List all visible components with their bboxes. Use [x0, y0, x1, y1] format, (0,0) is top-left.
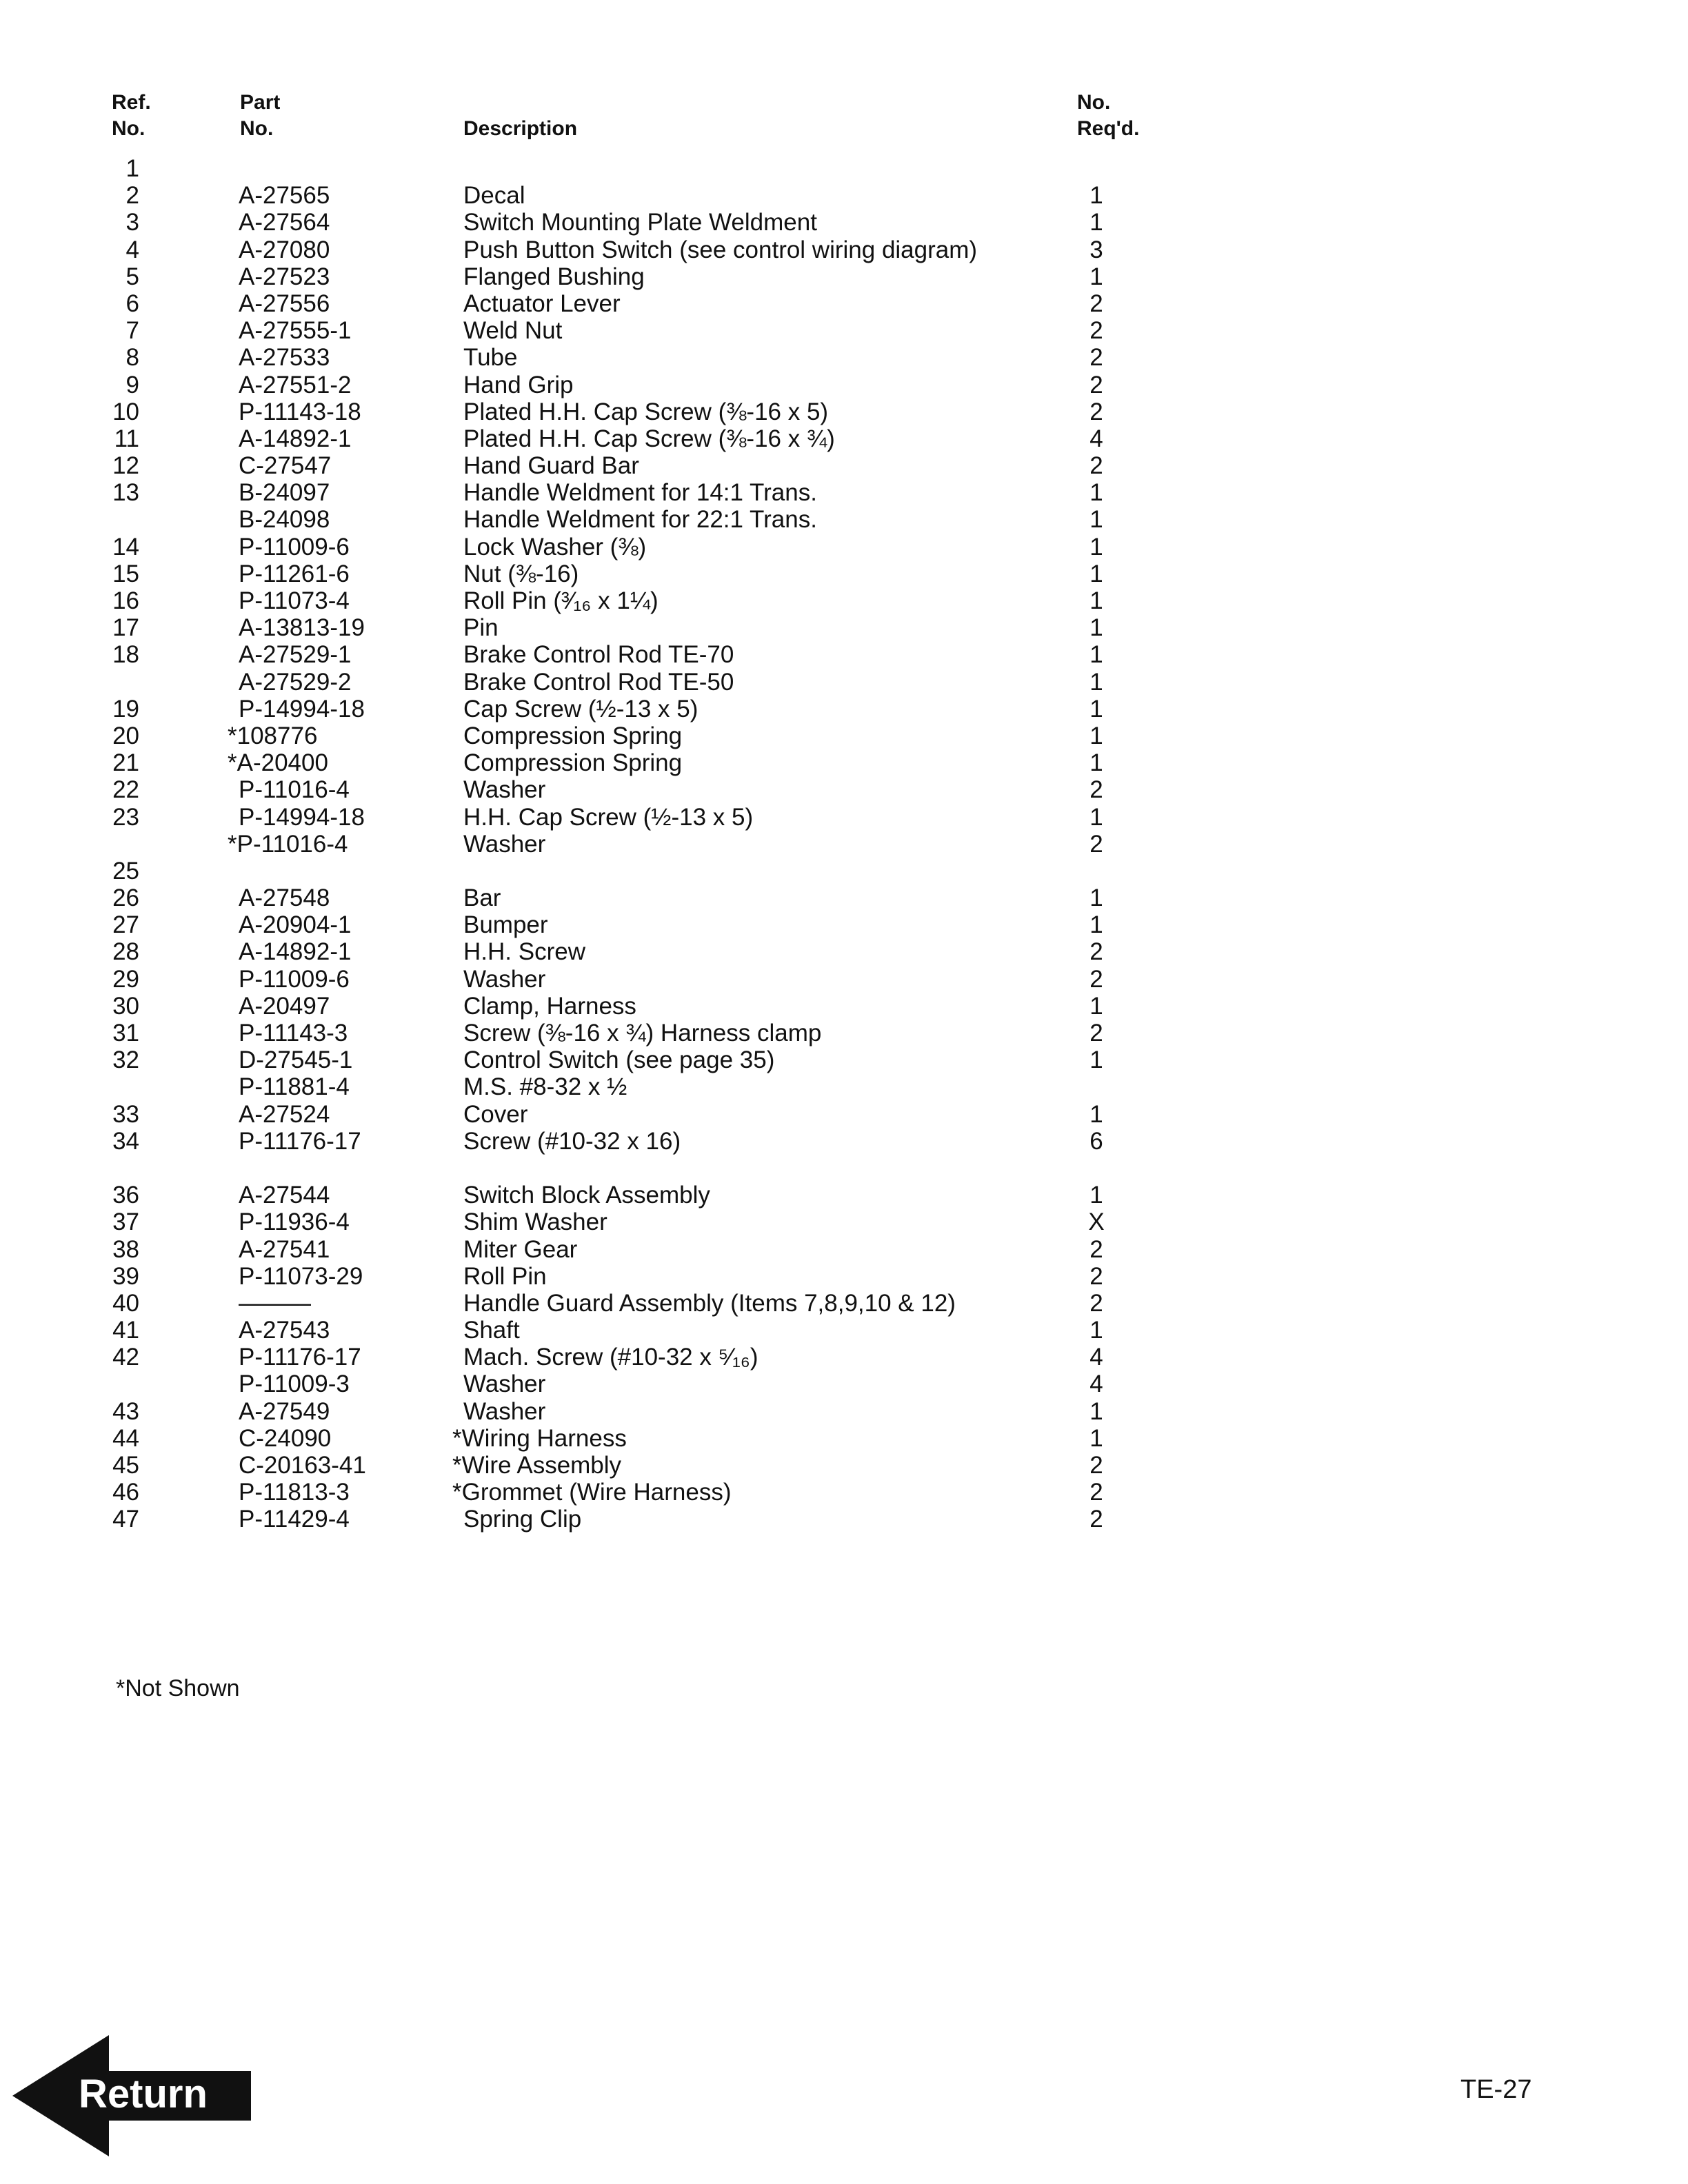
- cell-desc: Pin: [463, 614, 499, 642]
- table-row: [0, 1398, 1688, 1425]
- cell-part: A-27555-1: [239, 317, 352, 345]
- cell-qty: 2: [1089, 776, 1103, 804]
- table-row: [0, 398, 1688, 425]
- table-row: [0, 1128, 1688, 1155]
- cell-desc: Mach. Screw (#10-32 x ⁵⁄₁₆): [463, 1344, 758, 1371]
- header-qty-required: [1077, 90, 1139, 142]
- cell-qty: 1: [1089, 749, 1103, 777]
- cell-part: P-11176-17: [239, 1127, 361, 1155]
- cell-part: A-14892-1: [239, 425, 352, 452]
- cell-part: D-27545-1: [239, 1046, 353, 1074]
- cell-ref: 37: [112, 1209, 139, 1236]
- cell-qty: 1: [1089, 614, 1103, 642]
- cell-part: A-14892-1: [239, 938, 352, 966]
- table-row: [0, 966, 1688, 993]
- cell-part: A-27080: [239, 236, 330, 263]
- cell-part: B-24097: [239, 479, 330, 507]
- cell-part: B-24098: [239, 506, 330, 534]
- cell-qty: 2: [1089, 965, 1103, 993]
- table-row: [0, 506, 1688, 533]
- cell-desc: Control Switch (see page 35): [463, 1046, 775, 1074]
- table-row: [0, 1073, 1688, 1100]
- cell-part: P-11261-6: [239, 560, 350, 587]
- cell-part: P-11009-6: [239, 533, 350, 560]
- table-row: [0, 344, 1688, 371]
- cell-ref: 42: [112, 1344, 139, 1371]
- header-part-no: [240, 90, 280, 142]
- cell-ref: 12: [112, 452, 139, 480]
- cell-part: P-11016-4: [239, 776, 350, 804]
- cell-desc: *Wiring Harness: [452, 1424, 627, 1452]
- cell-part: A-13813-19: [239, 614, 365, 642]
- table-row: [0, 1263, 1688, 1290]
- cell-ref: 10: [112, 398, 139, 425]
- table-row: [0, 587, 1688, 614]
- table-row: [0, 884, 1688, 911]
- cell-qty: 2: [1089, 1289, 1103, 1317]
- cell-desc: Spring Clip: [463, 1506, 582, 1533]
- cell-qty: 1: [1089, 1100, 1103, 1128]
- cell-ref: 38: [112, 1235, 139, 1263]
- cell-ref: 17: [112, 614, 139, 642]
- cell-ref: 7: [125, 317, 139, 345]
- cell-part: A-27548: [239, 884, 330, 912]
- table-row: [0, 372, 1688, 398]
- table-row: [0, 722, 1688, 749]
- table-row: [0, 1479, 1688, 1506]
- table-row: [0, 1236, 1688, 1263]
- cell-qty: 4: [1089, 1371, 1103, 1398]
- cell-qty: 1: [1089, 641, 1103, 669]
- cell-ref: 22: [112, 776, 139, 804]
- table-row: [0, 993, 1688, 1020]
- cell-part: C-27547: [239, 452, 332, 480]
- cell-ref: 5: [125, 263, 139, 290]
- cell-part: *P-11016-4: [228, 830, 348, 858]
- cell-part: A-27543: [239, 1317, 330, 1344]
- table-row: [0, 534, 1688, 560]
- spacer-row: [0, 1155, 1688, 1182]
- cell-qty: 1: [1089, 182, 1103, 210]
- cell-qty: 1: [1089, 1046, 1103, 1074]
- cell-ref: 6: [125, 290, 139, 317]
- cell-qty: 1: [1089, 1317, 1103, 1344]
- cell-part: A-27524: [239, 1100, 330, 1128]
- cell-desc: Handle Weldment for 22:1 Trans.: [463, 506, 817, 534]
- cell-desc: Nut (⅜-16): [463, 560, 579, 587]
- cell-ref: 19: [112, 695, 139, 722]
- table-row: [0, 1371, 1688, 1397]
- cell-ref: 33: [112, 1100, 139, 1128]
- cell-desc: Plated H.H. Cap Screw (⅜-16 x ¾): [463, 425, 835, 452]
- cell-ref: 16: [112, 587, 139, 614]
- table-row: [0, 1317, 1688, 1344]
- cell-desc: Cap Screw (½-13 x 5): [463, 695, 699, 722]
- cell-ref: 3: [125, 209, 139, 236]
- cell-ref: 34: [112, 1127, 139, 1155]
- header-description: Description: [463, 117, 578, 140]
- cell-qty: 2: [1089, 452, 1103, 480]
- cell-part: P-11936-4: [239, 1209, 350, 1236]
- cell-ref: 23: [112, 803, 139, 831]
- cell-ref: 14: [112, 533, 139, 560]
- cell-desc: Clamp, Harness: [463, 992, 636, 1020]
- cell-qty: 2: [1089, 398, 1103, 425]
- cell-desc: Bar: [463, 884, 501, 912]
- cell-ref: 21: [112, 749, 139, 777]
- cell-ref: 9: [125, 371, 139, 398]
- cell-qty: 2: [1089, 938, 1103, 966]
- page-number: TE-27: [1460, 2075, 1532, 2104]
- cell-qty: 2: [1089, 1020, 1103, 1046]
- cell-desc: Roll Pin (³⁄₁₆ x 1¼): [463, 587, 659, 614]
- cell-qty: 1: [1089, 263, 1103, 290]
- cell-ref: 18: [112, 641, 139, 669]
- cell-qty: 1: [1089, 1182, 1103, 1209]
- cell-ref: 20: [112, 722, 139, 749]
- cell-ref: 11: [114, 425, 139, 452]
- cell-part: A-27549: [239, 1397, 330, 1425]
- parts-list: [0, 155, 1688, 1533]
- table-row: [0, 452, 1688, 479]
- cell-qty: 1: [1089, 587, 1103, 614]
- cell-qty: 1: [1089, 1397, 1103, 1425]
- cell-desc: Cover: [463, 1100, 528, 1128]
- cell-desc: Brake Control Rod TE-70: [463, 641, 734, 669]
- header-ref-line2: No.: [112, 117, 145, 140]
- table-row: [0, 182, 1688, 209]
- cell-qty: 2: [1089, 830, 1103, 858]
- header-qty-line2: Req'd.: [1077, 117, 1140, 140]
- cell-part: ———: [239, 1289, 311, 1317]
- cell-desc: Handle Guard Assembly (Items 7,8,9,10 & 12): [463, 1289, 956, 1317]
- table-row: [0, 317, 1688, 344]
- cell-part: P-14994-18: [239, 695, 365, 722]
- cell-ref: 40: [112, 1289, 139, 1317]
- cell-desc: Washer: [463, 1371, 546, 1398]
- table-row: [0, 749, 1688, 776]
- table-row: [0, 776, 1688, 803]
- cell-ref: 43: [112, 1397, 139, 1425]
- table-row: [0, 479, 1688, 506]
- table-row: [0, 560, 1688, 587]
- cell-part: A-27541: [239, 1235, 330, 1263]
- cell-qty: 2: [1089, 317, 1103, 345]
- cell-qty: 2: [1089, 1452, 1103, 1479]
- cell-ref: 26: [112, 884, 139, 912]
- cell-qty: 1: [1089, 1424, 1103, 1452]
- table-row: [0, 911, 1688, 938]
- cell-desc: Washer: [463, 830, 546, 858]
- cell-desc: Shim Washer: [463, 1209, 607, 1236]
- header-ref-no: [112, 90, 151, 142]
- cell-part: P-11143-18: [239, 398, 361, 425]
- cell-desc: Tube: [463, 344, 518, 372]
- cell-ref: 8: [125, 344, 139, 372]
- cell-ref: 44: [112, 1424, 139, 1452]
- cell-desc: *Wire Assembly: [452, 1452, 622, 1479]
- cell-qty: 2: [1089, 1479, 1103, 1506]
- cell-ref: 41: [112, 1317, 139, 1344]
- table-row: [0, 1425, 1688, 1452]
- cell-qty: 2: [1089, 371, 1103, 398]
- cell-part: *A-20400: [228, 749, 328, 777]
- cell-desc: Hand Grip: [463, 371, 574, 398]
- cell-desc: Washer: [463, 776, 546, 804]
- header-part-line2: No.: [240, 117, 274, 140]
- table-row: [0, 1344, 1688, 1371]
- cell-desc: Hand Guard Bar: [463, 452, 639, 480]
- cell-part: P-11009-6: [239, 965, 350, 993]
- cell-part: A-27565: [239, 182, 330, 210]
- cell-ref: 1: [125, 155, 139, 182]
- cell-part: A-27533: [239, 344, 330, 372]
- table-row: [0, 1506, 1688, 1533]
- header-part-line1: Part: [240, 91, 281, 114]
- cell-desc: *Grommet (Wire Harness): [452, 1479, 732, 1506]
- cell-ref: 4: [125, 236, 139, 263]
- cell-qty: 6: [1089, 1127, 1103, 1155]
- cell-qty: X: [1088, 1209, 1105, 1236]
- table-row: [0, 1046, 1688, 1073]
- cell-qty: 2: [1089, 1506, 1103, 1533]
- cell-desc: Lock Washer (⅜): [463, 533, 647, 560]
- cell-ref: 2: [125, 182, 139, 210]
- table-row: [0, 263, 1688, 290]
- cell-qty: 1: [1089, 479, 1103, 507]
- cell-part: P-11429-4: [239, 1506, 350, 1533]
- cell-part: A-27556: [239, 290, 330, 317]
- table-row: [0, 831, 1688, 858]
- cell-part: A-27551-2: [239, 371, 352, 398]
- cell-qty: 1: [1089, 533, 1103, 560]
- cell-desc: Plated H.H. Cap Screw (⅜-16 x 5): [463, 398, 829, 425]
- header-ref-line1: Ref.: [112, 91, 151, 114]
- cell-part: A-27529-2: [239, 668, 352, 696]
- cell-ref: 25: [112, 857, 139, 884]
- table-row: [0, 209, 1688, 236]
- cell-qty: 1: [1089, 506, 1103, 534]
- cell-part: C-24090: [239, 1424, 332, 1452]
- cell-desc: Push Button Switch (see control wiring diagram): [463, 236, 978, 263]
- cell-qty: 1: [1089, 722, 1103, 749]
- cell-desc: Screw (#10-32 x 16): [463, 1127, 681, 1155]
- cell-qty: 2: [1089, 344, 1103, 372]
- cell-qty: 2: [1089, 1235, 1103, 1263]
- cell-desc: Compression Spring: [463, 722, 683, 749]
- cell-desc: Switch Block Assembly: [463, 1182, 710, 1209]
- cell-desc: Screw (⅜-16 x ¾) Harness clamp: [463, 1020, 822, 1046]
- cell-desc: M.S. #8-32 x ½: [463, 1073, 627, 1101]
- cell-desc: Miter Gear: [463, 1235, 578, 1263]
- table-row: [0, 696, 1688, 722]
- table-row: [0, 1101, 1688, 1128]
- table-row: [0, 1209, 1688, 1235]
- cell-ref: 13: [112, 479, 139, 507]
- cell-ref: 28: [112, 938, 139, 966]
- cell-desc: Decal: [463, 182, 525, 210]
- cell-desc: H.H. Screw: [463, 938, 585, 966]
- cell-qty: 2: [1089, 290, 1103, 317]
- table-row: [0, 858, 1688, 884]
- table-row: [0, 1452, 1688, 1479]
- header-qty-line1: No.: [1077, 91, 1111, 114]
- return-label: Return: [79, 2072, 208, 2116]
- table-row: [0, 425, 1688, 452]
- cell-qty: 1: [1089, 668, 1103, 696]
- cell-part: A-27544: [239, 1182, 330, 1209]
- cell-desc: H.H. Cap Screw (½-13 x 5): [463, 803, 754, 831]
- cell-qty: 1: [1089, 911, 1103, 939]
- cell-desc: Washer: [463, 1397, 546, 1425]
- cell-desc: Bumper: [463, 911, 548, 939]
- cell-ref: 36: [112, 1182, 139, 1209]
- cell-part: P-11073-4: [239, 587, 350, 614]
- cell-ref: 39: [112, 1262, 139, 1290]
- cell-desc: Handle Weldment for 14:1 Trans.: [463, 479, 817, 507]
- footnote: *Not Shown: [116, 1675, 240, 1701]
- cell-qty: 3: [1089, 236, 1103, 263]
- cell-desc: Flanged Bushing: [463, 263, 645, 290]
- table-row: [0, 1182, 1688, 1209]
- cell-qty: 1: [1089, 803, 1103, 831]
- table-row: [0, 938, 1688, 965]
- cell-qty: 1: [1089, 695, 1103, 722]
- cell-qty: 4: [1089, 1344, 1103, 1371]
- cell-qty: 2: [1089, 1262, 1103, 1290]
- cell-qty: 1: [1089, 560, 1103, 587]
- cell-part: C-20163-41: [239, 1452, 366, 1479]
- cell-desc: Shaft: [463, 1317, 520, 1344]
- cell-ref: 47: [112, 1506, 139, 1533]
- cell-qty: 1: [1089, 992, 1103, 1020]
- cell-part: P-14994-18: [239, 803, 365, 831]
- table-row: [0, 236, 1688, 263]
- cell-part: P-11073-29: [239, 1262, 363, 1290]
- cell-part: A-27529-1: [239, 641, 352, 669]
- cell-ref: 27: [112, 911, 139, 939]
- cell-qty: 4: [1089, 425, 1103, 452]
- cell-desc: Washer: [463, 965, 546, 993]
- cell-ref: 29: [112, 965, 139, 993]
- cell-desc: Switch Mounting Plate Weldment: [463, 209, 817, 236]
- cell-desc: Weld Nut: [463, 317, 563, 345]
- table-row: [0, 641, 1688, 668]
- cell-ref: 15: [112, 560, 139, 587]
- table-row: [0, 804, 1688, 831]
- cell-part: A-27564: [239, 209, 330, 236]
- table-row: [0, 155, 1688, 182]
- cell-ref: 31: [112, 1020, 139, 1046]
- cell-part: A-27523: [239, 263, 330, 290]
- cell-qty: 1: [1089, 209, 1103, 236]
- cell-qty: 1: [1089, 884, 1103, 912]
- cell-desc: Actuator Lever: [463, 290, 621, 317]
- cell-desc: Brake Control Rod TE-50: [463, 668, 734, 696]
- table-row: [0, 290, 1688, 317]
- table-row: [0, 1020, 1688, 1046]
- cell-ref: 46: [112, 1479, 139, 1506]
- cell-part: A-20904-1: [239, 911, 352, 939]
- cell-part: A-20497: [239, 992, 330, 1020]
- cell-ref: 45: [112, 1452, 139, 1479]
- cell-part: *108776: [228, 722, 318, 749]
- table-row: [0, 614, 1688, 641]
- return-button[interactable]: [12, 2035, 254, 2156]
- table-row: [0, 669, 1688, 696]
- cell-part: P-11813-3: [239, 1479, 350, 1506]
- table-row: [0, 1290, 1688, 1317]
- cell-ref: 30: [112, 992, 139, 1020]
- cell-part: P-11881-4: [239, 1073, 350, 1101]
- cell-desc: Roll Pin: [463, 1262, 547, 1290]
- cell-desc: Compression Spring: [463, 749, 683, 777]
- cell-part: P-11176-17: [239, 1344, 361, 1371]
- cell-part: P-11143-3: [239, 1020, 348, 1046]
- cell-ref: 32: [112, 1046, 139, 1074]
- cell-part: P-11009-3: [239, 1371, 350, 1398]
